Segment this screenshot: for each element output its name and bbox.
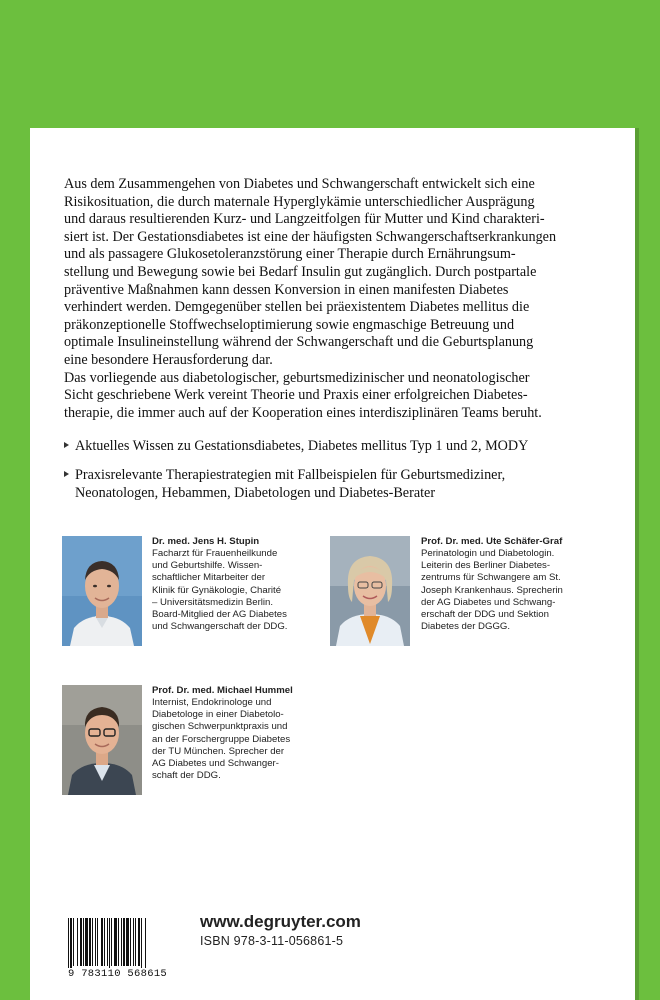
barcode-bar	[85, 918, 88, 966]
barcode-bar	[126, 918, 129, 966]
barcode-digits: 9 783110 568615	[68, 968, 168, 980]
barcode-bar	[109, 918, 110, 972]
barcode-bar	[73, 918, 74, 966]
bullet-triangle-icon	[64, 442, 69, 448]
barcode-bar	[111, 918, 112, 966]
blurb-line: präkonzeptionelle Stoffwechseloptimierung sowie engmaschige Betreuung und	[64, 316, 515, 333]
barcode-bar	[101, 918, 103, 966]
blurb-line: verhindert werden. Demgegenüber stellen bei präexistentem Diabetes mellitus die	[64, 299, 530, 316]
author-bio-line: zentrums für Schwangere am St.	[421, 572, 561, 584]
barcode-bar	[133, 918, 134, 966]
author-name: Dr. med. Jens H. Stupin	[152, 536, 260, 547]
author-bio-line: Facharzt für Frauenheilkunde	[152, 548, 278, 560]
page-edge-shadow	[635, 128, 639, 1000]
barcode-bar	[107, 918, 108, 966]
author-bio-line: und Geburtshilfe. Wissen-	[152, 560, 263, 572]
author-bio-line: Diabetes der DGGG.	[421, 621, 511, 633]
author-bio-line: der AG Diabetes und Schwang-	[421, 596, 556, 608]
author-bio-line: und Schwangerschaft der DDG.	[152, 621, 288, 633]
blurb-line: Sicht geschriebene Werk vereint Theorie und Praxis einer erfolgreichen Diabetes-	[64, 387, 528, 404]
bullet-item	[64, 437, 574, 455]
author-bio-line: schaftlicher Mitarbeiter der	[152, 572, 266, 584]
author-bio-line: an der Forschergruppe Diabetes	[152, 733, 291, 745]
blurb-line: und als passagere Glukosetoleranzstörung einer Therapie durch Ernährungsum-	[64, 246, 516, 263]
portrait-hummel-image	[62, 685, 142, 795]
bullet-item	[64, 466, 574, 502]
author-bio-line: – Universitätsmedizin Berlin.	[152, 596, 274, 608]
blurb-line: und daraus resultierenden Kurz- und Langzeitfolgen für Mutter und Kind charakteri-	[64, 211, 545, 228]
author-name: Prof. Dr. med. Michael Hummel	[152, 685, 293, 696]
author-bio-schaefer-graf	[421, 536, 563, 633]
barcode-bar	[92, 918, 93, 966]
barcode-bar	[80, 918, 82, 966]
barcode-bar	[141, 918, 142, 972]
barcode-bar	[68, 918, 69, 972]
blurb-line: Aus dem Zusammengehen von Diabetes und Schwangerschaft entwickelt sich eine	[64, 176, 535, 192]
barcode-bar	[138, 918, 140, 966]
author-bio-line: gischen Schwerpunktpraxis und	[152, 721, 288, 733]
isbn-number: ISBN 978-3-11-056861-5	[200, 934, 344, 948]
barcode-bar	[83, 918, 84, 966]
blurb-line: Risikosituation, die durch maternale Hyperglykämie unterschiedlicher Ausprägung	[64, 193, 535, 210]
portrait-schaefer-graf-image	[330, 536, 410, 646]
barcode-bar	[130, 918, 131, 966]
barcode-bar	[77, 918, 78, 966]
author-bio-line: Leiterin des Berliner Diabetes-	[421, 560, 551, 572]
blurb-line: Das vorliegende aus diabetologischer, geburtsmedizinischer und neonatologischer	[64, 369, 530, 386]
bullet-line: Praxisrelevante Therapiestrategien mit Fallbeispielen für Geburtsmediziner,	[75, 467, 506, 483]
blurb-line: therapie, die immer auch auf der Kooperation eines interdisziplinären Teams beruht.	[64, 404, 542, 421]
blurb-line: siert ist. Der Gestationsdiabetes ist eine der häufigsten Schwangerschaftserkrankungen	[64, 228, 557, 245]
publisher-url: www.degruyter.com	[200, 912, 361, 931]
author-bio-line: Klinik für Gynäkologie, Charité	[152, 584, 282, 596]
bullet-triangle-icon	[64, 471, 69, 477]
author-name: Prof. Dr. med. Ute Schäfer-Graf	[421, 536, 563, 547]
author-photo-hummel	[62, 685, 142, 795]
author-bio-line: der TU München. Sprecher der	[152, 745, 285, 757]
blurb-paragraph	[64, 176, 574, 422]
author-bio-line: Joseph Krankenhaus. Sprecherin	[421, 584, 563, 596]
barcode-bar	[89, 918, 91, 966]
blurb-line: stellung und Bewegung sowie bei Bedarf Insulin gut zugänglich. Durch postpartale	[64, 263, 537, 280]
portrait-stupin-image	[62, 536, 142, 646]
author-bio-stupin	[152, 536, 287, 633]
barcode-bar	[114, 918, 117, 966]
barcode-bar	[145, 918, 146, 972]
author-bio-line: Board-Mitglied der AG Diabetes	[152, 608, 287, 620]
barcode-bar	[95, 918, 96, 966]
author-photo-schaefer-graf	[330, 536, 410, 646]
barcode-bar	[123, 918, 125, 966]
author-bio-line: Perinatologin und Diabetologin.	[421, 548, 555, 560]
barcode-bar	[121, 918, 122, 966]
author-photo-stupin	[62, 536, 142, 646]
blurb-line: eine besondere Herausforderung dar.	[64, 351, 273, 368]
barcode-bar	[135, 918, 136, 966]
blurb-line: optimale Insulineinstellung während der Schwangerschaft und die Geburtsplanung	[64, 334, 534, 351]
author-bio-line: schaft der DDG.	[152, 770, 221, 782]
author-bio-line: Internist, Endokrinologe und	[152, 697, 272, 709]
author-bio-hummel	[152, 685, 293, 782]
author-bio-line: AG Diabetes und Schwanger-	[152, 757, 279, 769]
bullet-line: Neonatologen, Hebammen, Diabetologen und Diabetes-Berater	[75, 485, 436, 501]
blurb-line: präventive Maßnahmen kann dessen Konversion in einen manifesten Diabetes	[64, 281, 509, 298]
author-bio-line: Diabetologe in einer Diabetolo-	[152, 709, 284, 721]
barcode-bar	[97, 918, 98, 966]
barcode-bar	[70, 918, 72, 972]
bullet-line: Aktuelles Wissen zu Gestationsdiabetes, Diabetes mellitus Typ 1 und 2, MODY	[75, 438, 529, 454]
author-bio-line: erschaft der DDG und Sektion	[421, 608, 549, 620]
barcode-bar	[104, 918, 105, 966]
barcode-bar	[118, 918, 119, 966]
